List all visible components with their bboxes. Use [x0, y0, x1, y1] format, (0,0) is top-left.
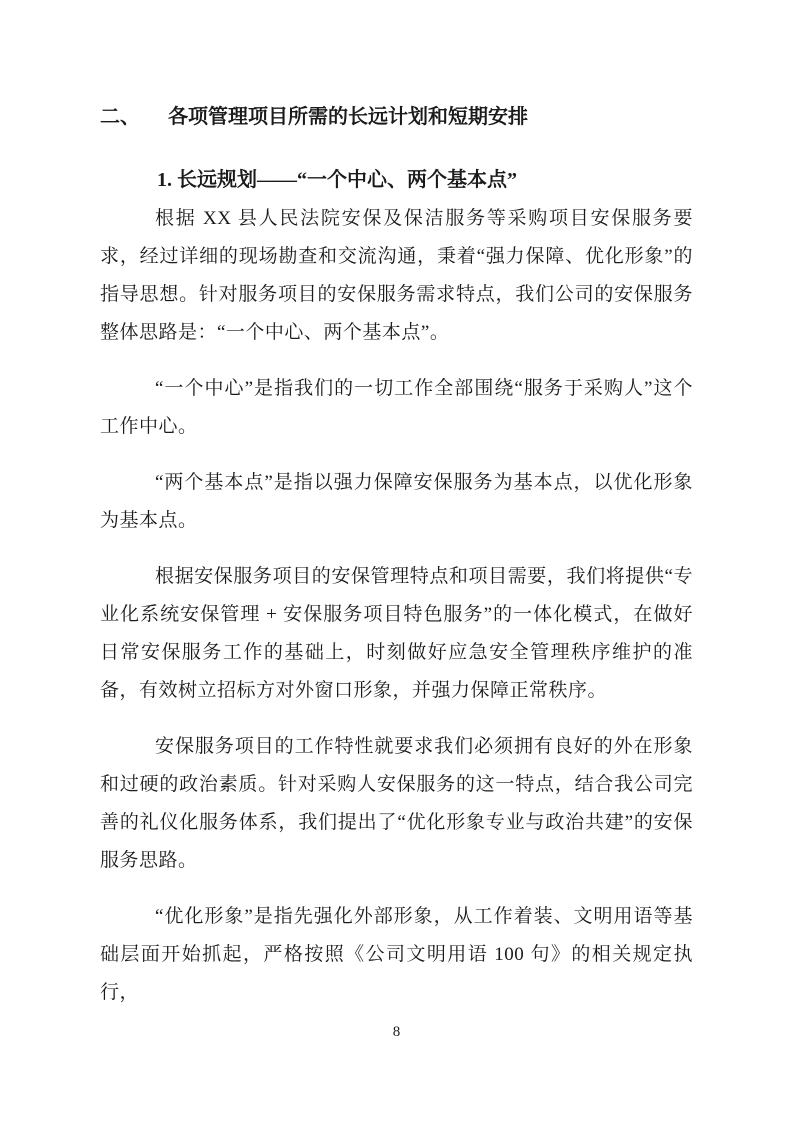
paragraph: “一个中心”是指我们的一切工作全部围绕“服务于采购人”这个工作中心。: [100, 378, 693, 437]
paragraph: 安保服务项目的工作特性就要求我们必须拥有良好的外在形象和过硬的政治素质。针对采购人安保服务的这一特点，结合我公司完善的礼仪化服务体系，我们提出了“优化形象专业与政治共建”的安保服务思路。: [100, 736, 693, 871]
section-heading-title: 各项管理项目所需的长远计划和短期安排: [168, 106, 528, 128]
body-text: [100, 200, 693, 1012]
section-heading-numbering: 二、: [100, 106, 140, 128]
paragraph: 根据 XX 县人民法院安保及保洁服务等采购项目安保服务要求，经过详细的现场勘查和交流沟通，秉着“强力保障、优化形象”的指导思想。针对服务项目的安保服务需求特点，我们公司的安保服务整体思路是：“一个中心、两个基本点”。: [100, 208, 693, 343]
paragraph: “两个基本点”是指以强力保障安保服务为基本点，以优化形象为基本点。: [100, 472, 693, 531]
paragraph: “优化形象”是指先强化外部形象，从工作着装、文明用语等基础层面开始抓起，严格按照《公司文明用语 100 句》的相关规定执行，: [100, 906, 693, 1003]
subsection-heading: 1. 长远规划——“一个中心、两个基本点”: [157, 169, 517, 191]
page-number: 8: [392, 1024, 401, 1040]
section-heading: [100, 104, 693, 131]
paragraph: 根据安保服务项目的安保管理特点和项目需要，我们将提供“专业化系统安保管理 + 安保服务项目特色服务”的一体化模式，在做好日常安保服务工作的基础上，时刻做好应急安全管理秩序维护的准备，有效树立招标方对外窗口形象，并强力保障正常秩序。: [100, 566, 693, 701]
